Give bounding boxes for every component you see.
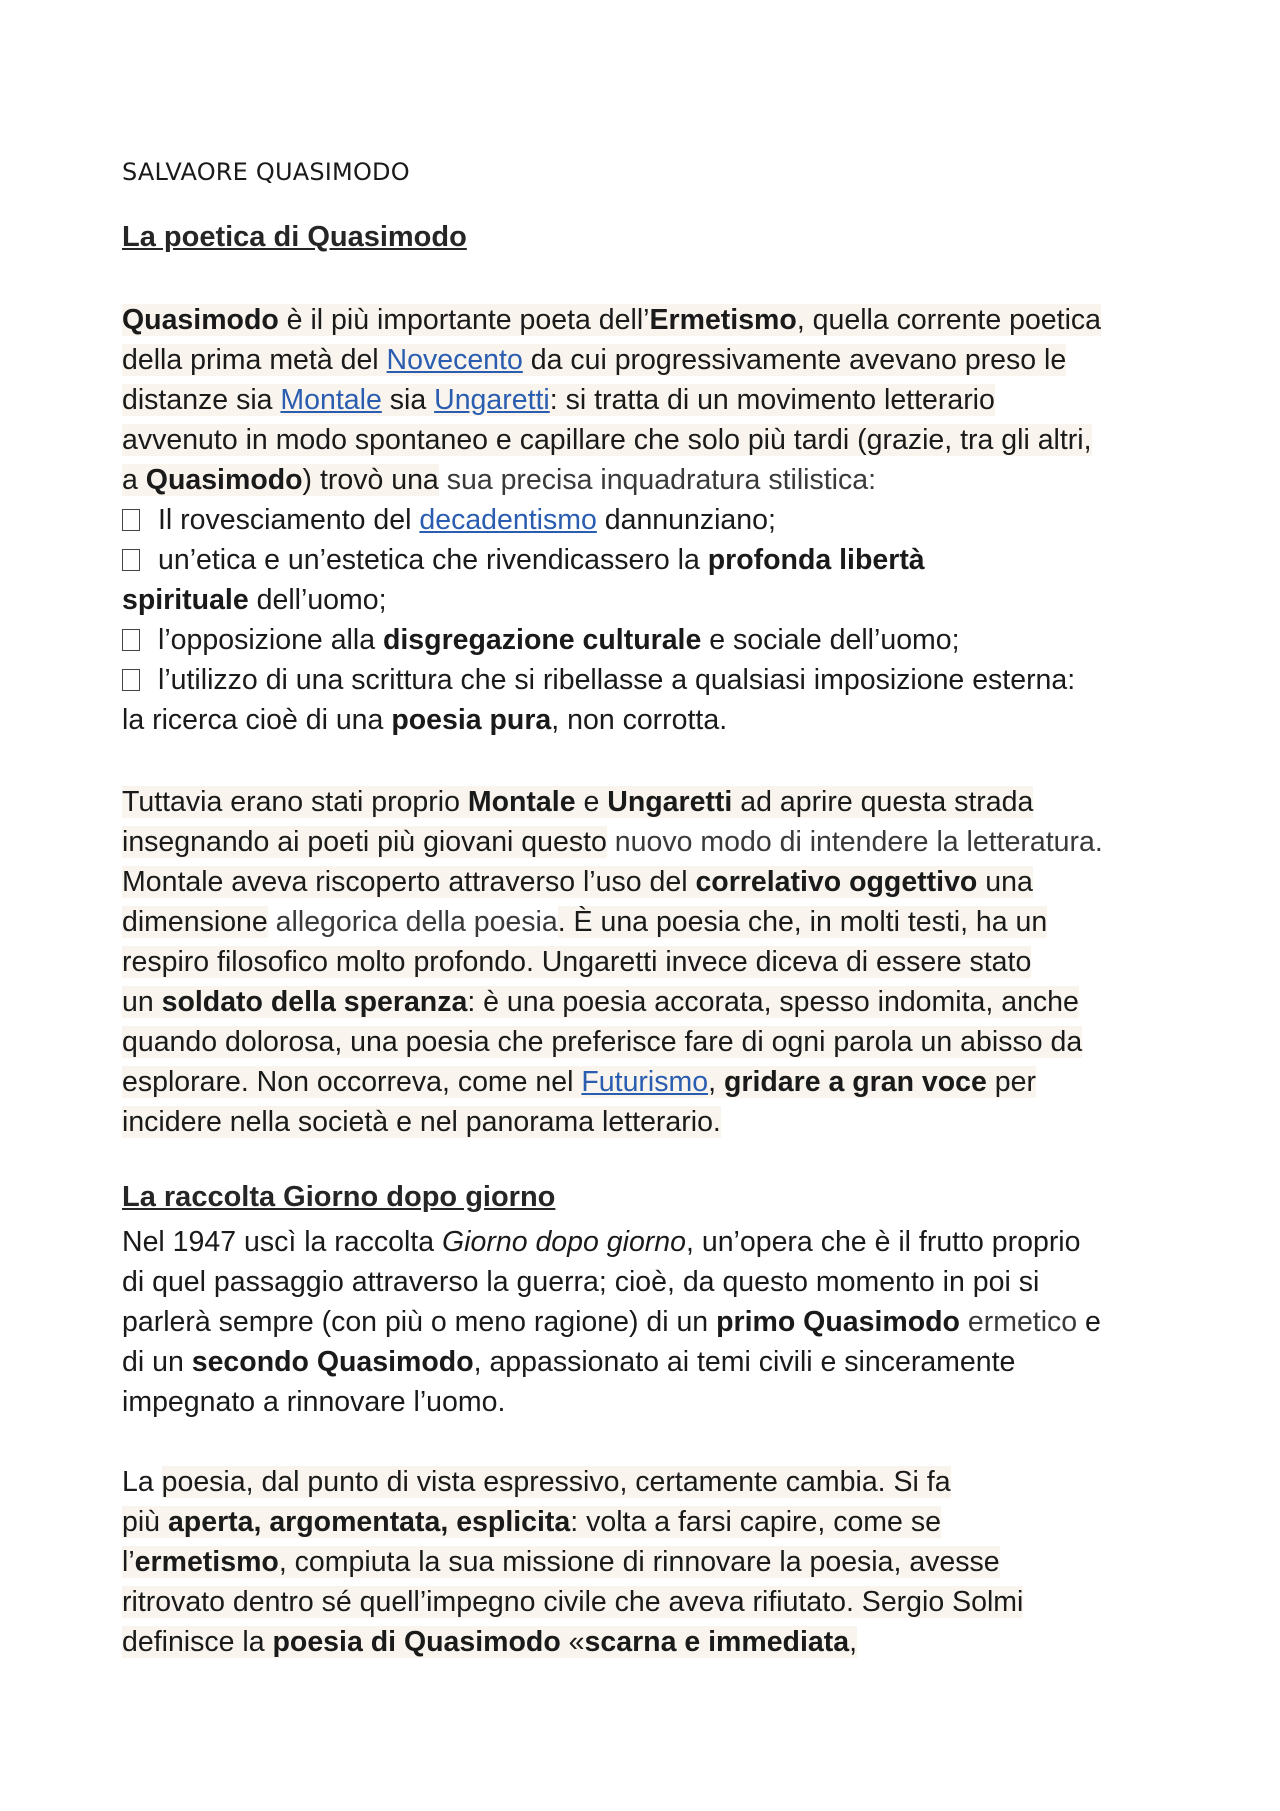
text: : volta a farsi capire, come se — [570, 1506, 941, 1538]
text: insegnando ai poeti più giovani questo — [122, 826, 607, 858]
bold-text: scarna e immediata — [584, 1626, 850, 1658]
link-montale[interactable]: Montale — [280, 384, 382, 416]
text: , non corrotta. — [551, 704, 728, 736]
text: avvenuto in modo spontaneo e capillare che solo più tardi (grazie, tra gli altri, — [122, 424, 1092, 456]
checkbox-bullet-icon — [122, 629, 140, 651]
text: è il più importante poeta dell’ — [278, 304, 650, 336]
text: , un’opera che è il frutto proprio — [686, 1226, 1081, 1258]
paragraph-poesia-aperta — [122, 1462, 1182, 1662]
text: sia — [381, 384, 435, 416]
text: ad aprire questa strada — [732, 786, 1034, 818]
text: , compiuta la sua missione di rinnovare la poesia, avesse — [278, 1546, 1000, 1578]
text: allegorica della poesia — [267, 906, 558, 938]
link-ungaretti[interactable]: Ungaretti — [434, 384, 550, 416]
paragraph-montale-ungaretti — [122, 782, 1182, 1142]
link-novecento[interactable]: Novecento — [386, 344, 523, 376]
text: incidere nella società e nel panorama letterario. — [122, 1106, 721, 1138]
paragraph-poetica — [122, 300, 1182, 740]
checkbox-bullet-icon — [122, 509, 140, 531]
text: poesia, dal punto di vista espressivo, certamente cambia. Si fa — [161, 1466, 951, 1498]
text: Nel 1947 uscì la raccolta — [122, 1226, 442, 1258]
text: Montale aveva riscoperto attraverso l’uso del — [122, 866, 696, 898]
text: e sociale dell’uomo; — [701, 624, 960, 656]
text: esplorare. Non occorreva, come nel — [122, 1066, 582, 1098]
bold-text: correlativo oggettivo — [695, 866, 978, 898]
bold-text: Ungaretti — [607, 786, 733, 818]
bold-text: poesia di Quasimodo — [272, 1626, 561, 1658]
text: , — [849, 1626, 857, 1658]
bold-text: gridare a gran voce — [723, 1066, 987, 1098]
paragraph-raccolta — [122, 1222, 1182, 1422]
bold-text: Quasimodo — [122, 304, 279, 336]
section-heading-poetica: La poetica di Quasimodo — [122, 221, 467, 253]
text: di quel passaggio attraverso la guerra; cioè, da questo momento in poi si — [122, 1266, 1040, 1298]
text: un’etica e un’estetica che rivendicassero la — [158, 544, 708, 576]
bold-text: Montale — [467, 786, 576, 818]
text: l’utilizzo di una scrittura che si ribellasse a qualsiasi imposizione esterna: — [158, 664, 1076, 696]
bold-text: poesia pura — [391, 704, 552, 736]
text: di un — [122, 1346, 192, 1378]
text: e — [1077, 1306, 1101, 1338]
text: la ricerca cioè di una — [122, 704, 392, 736]
text: : si tratta di un movimento letterario — [549, 384, 995, 416]
bold-text: Quasimodo — [145, 464, 303, 496]
bold-text: soldato della speranza — [161, 986, 468, 1018]
text: ritrovato dentro sé quell’impegno civile che aveva rifiutato. Sergio Solmi — [122, 1586, 1024, 1618]
link-futurismo[interactable]: Futurismo — [581, 1066, 709, 1098]
text: una — [977, 866, 1033, 898]
text: per — [986, 1066, 1037, 1098]
bold-text: profonda libertà — [707, 544, 925, 576]
text: impegnato a rinnovare l’uomo. — [122, 1386, 506, 1418]
bold-text: primo Quasimodo — [716, 1306, 960, 1338]
bold-text: ermetismo — [134, 1546, 279, 1578]
text: Tuttavia erano stati proprio — [122, 786, 468, 818]
italic-text: Giorno dopo giorno — [442, 1226, 687, 1258]
text: quando dolorosa, una poesia che preferisce fare di ogni parola un abisso da — [122, 1026, 1083, 1058]
text: parlerà sempre (con più o meno ragione) di un — [122, 1306, 717, 1338]
text: nuovo modo di intendere la letteratura. — [606, 826, 1103, 858]
checkbox-bullet-icon — [122, 549, 140, 571]
link-decadentismo[interactable]: decadentismo — [419, 504, 597, 536]
text: un — [122, 986, 162, 1018]
text: l’opposizione alla — [158, 624, 383, 656]
text: distanze sia — [122, 384, 281, 416]
section-heading-raccolta: La raccolta Giorno dopo giorno — [122, 1181, 556, 1213]
text: dell’uomo; — [248, 584, 387, 616]
text: della prima metà del — [122, 344, 387, 376]
text: l’ — [122, 1546, 135, 1578]
text: più — [122, 1506, 168, 1538]
text: da cui progressivamente avevano preso le — [522, 344, 1067, 376]
text: definisce la — [122, 1626, 273, 1658]
document-title: SALVAORE QUASIMODO — [122, 158, 410, 186]
text: Il rovesciamento del — [158, 504, 420, 536]
text: respiro filosofico molto profondo. Ungaretti invece diceva di essere stato — [122, 946, 1032, 978]
bold-text: spirituale — [122, 584, 249, 616]
text: : è una poesia accorata, spesso indomita, anche — [467, 986, 1079, 1018]
bold-text: secondo Quasimodo — [191, 1346, 474, 1378]
bold-text: disgregazione culturale — [382, 624, 702, 656]
text: e — [575, 786, 608, 818]
text: « — [560, 1626, 585, 1658]
text: La — [122, 1466, 162, 1498]
checkbox-bullet-icon — [122, 669, 140, 691]
text: dimensione — [122, 906, 268, 938]
text: ermetico — [959, 1306, 1078, 1338]
text: , appassionato ai temi civili e sinceramente — [473, 1346, 1016, 1378]
text: . È una poesia che, in molti testi, ha un — [557, 906, 1048, 938]
text: dannunziano; — [596, 504, 776, 536]
text: sua precisa inquadratura stilistica: — [438, 464, 877, 496]
bold-text: aperta, argomentata, esplicita — [167, 1506, 571, 1538]
bold-text: Ermetismo — [649, 304, 797, 336]
text: , quella corrente poetica — [796, 304, 1102, 336]
text: a — [122, 464, 146, 496]
text: ) trovò una — [302, 464, 439, 496]
text: , — [708, 1066, 724, 1098]
